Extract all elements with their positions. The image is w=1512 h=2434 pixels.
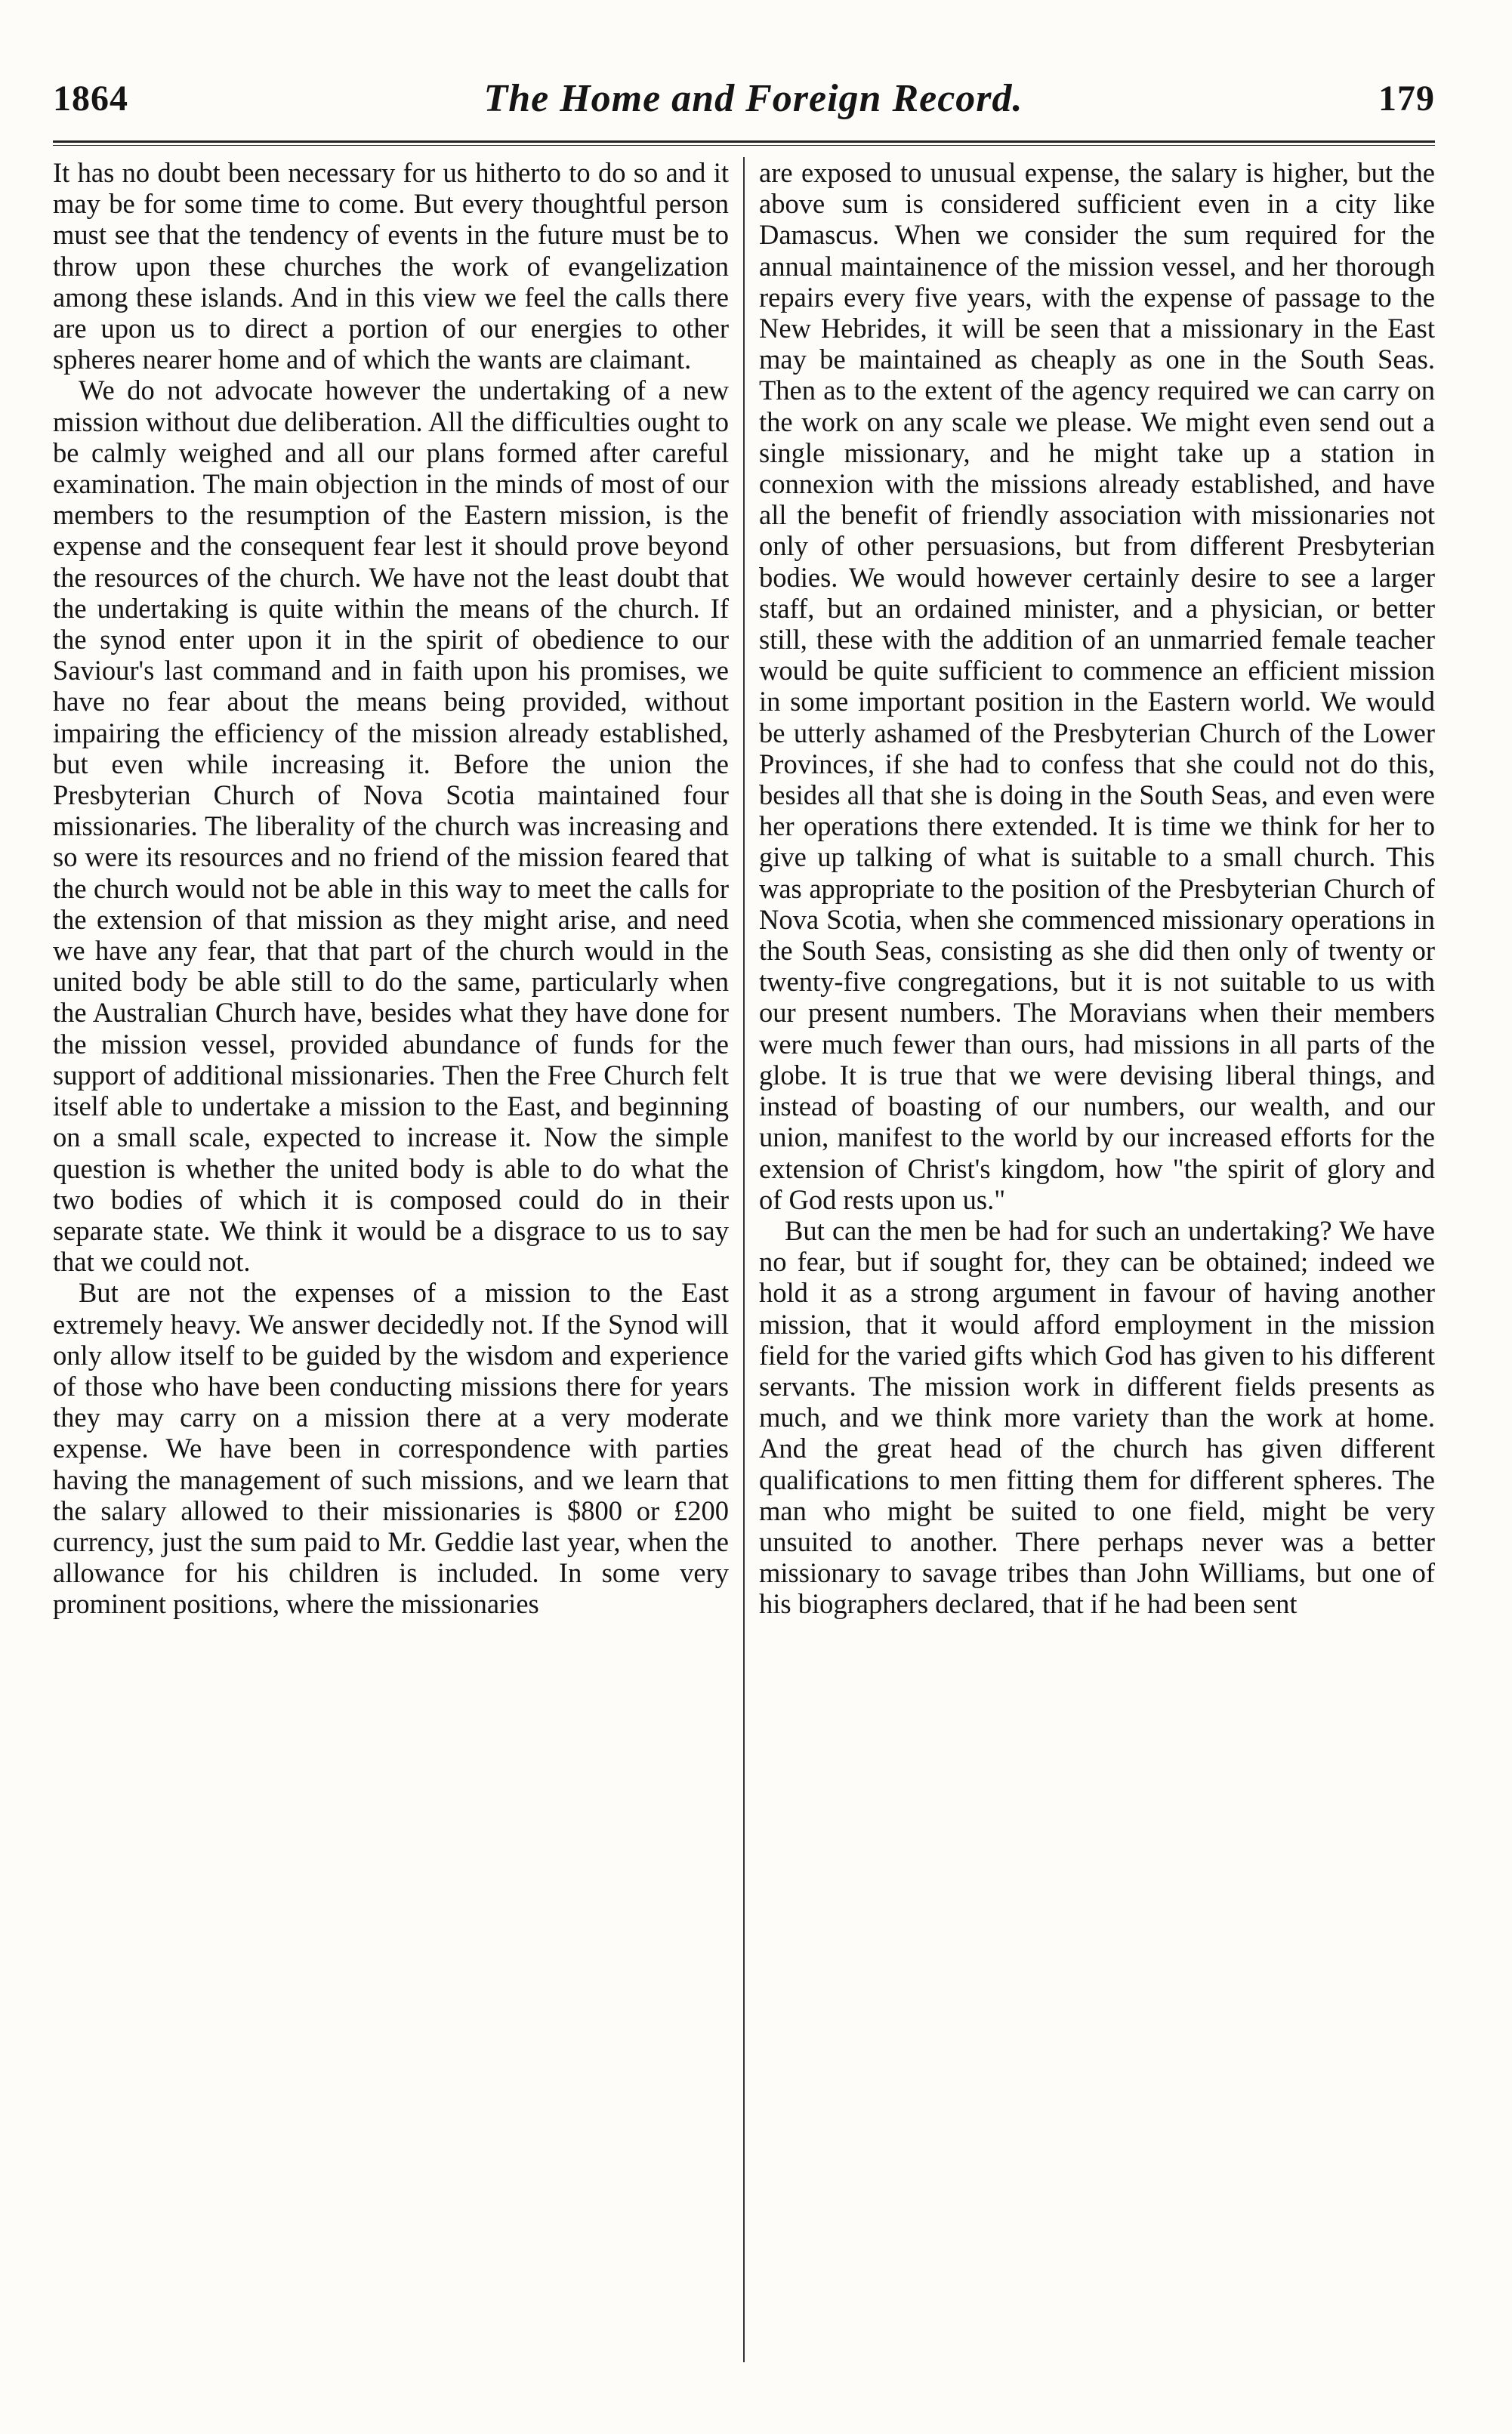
journal-title: The Home and Foreign Record. [483, 76, 1023, 120]
paragraph: We do not advocate however the undertaking of a new mission without due deliberation. All the difficulties ought to be calmly weighed and all our plans formed after careful examination. The main objection in the minds of most of our members to the resumption of the Eastern mission, is the expense and the consequent fear lest it should prove beyond the resources of the church. We have not the least doubt that the undertaking is quite within the means of the church. If the synod enter upon it in the spirit of obedience to our Saviour's last command and in faith upon his promises, we have no fear about the means being provided, without impairing the efficiency of the mission already established, but even while increasing it. Before the union the Presbyterian Church of Nova Scotia maintained four missionaries. The liberality of the church was increasing and so were its resources and no friend of the mission feared that the church would not be able in this way to meet the calls for the extension of that mission as they might arise, and need we have any fear, that that part of the church would in the united body be able still to do the same, particularly when the Australian Church have, besides what they have done for the mission vessel, provided abundance of funds for the support of additional missionaries. Then the Free Church felt itself able to undertake a mission to the East, and beginning on a small scale, expected to increase it. Now the simple question is whether the united body is able to do what the two bodies of which it is composed could do in their separate state. We think it would be a disgrace to us to say that we could not. [53, 375, 729, 1278]
left-column [53, 157, 729, 2362]
page [53, 68, 1435, 2379]
paragraph: It has no doubt been necessary for us hitherto to do so and it may be for some time to come. But every thoughtful person must see that the tendency of events in the future must be to throw upon these churches the work of evangelization among these islands. And in this view we feel the calls there are upon us to direct a portion of our energies to other spheres nearer home and of which the wants are claimant. [53, 157, 729, 375]
header-rule-thin [53, 145, 1435, 146]
column-divider [743, 157, 745, 2362]
right-column [759, 157, 1435, 2362]
paragraph: But are not the expenses of a mission to the East extremely heavy. We answer decidedly not. If the Synod will only allow itself to be guided by the wisdom and experience of those who have been conducting missions there for years they may carry on a mission there at a very moderate expense. We have been in correspondence with parties having the management of such missions, and we learn that the salary allowed to their missionaries is $800 or £200 currency, just the sum paid to Mr. Geddie last year, when the allowance for his children is included. In some very prominent positions, where the missionaries [53, 1277, 729, 1620]
page-number: 179 [1378, 78, 1435, 119]
header-year: 1864 [53, 78, 128, 119]
paragraph: are exposed to unusual expense, the salary is higher, but the above sum is considered sufficient even in a city like Damascus. When we consider the sum required for the annual maintainence of the mission vessel, and her thorough repairs every five years, with the expense of passage to the New Hebrides, it will be seen that a missionary in the East may be maintained as cheaply as one in the South Seas. Then as to the extent of the agency required we can carry on the work on any scale we please. We might even send out a single missionary, and he might take up a station in connexion with the missions already established, and have all the benefit of friendly association with missionaries not only of other persuasions, but from different Presbyterian bodies. We would however certainly desire to see a larger staff, but an ordained minister, and a physician, or better still, these with the addition of an unmarried female teacher would be quite sufficient to commence an efficient mission in some important position in the Eastern world. We would be utterly ashamed of the Presbyterian Church of the Lower Provinces, if she had to confess that she could not do this, besides all that she is doing in the South Seas, and even were her operations there extended. It is time we think for her to give up talking of what is suitable to a small church. This was appropriate to the position of the Presbyterian Church of Nova Scotia, when she commenced missionary operations in the South Seas, consisting as she did then only of twenty or twenty-five congregations, but it is not suitable to us with our present numbers. The Moravians when their members were much fewer than ours, had missions in all parts of the globe. It is true that we were devising liberal things, and instead of boasting of our numbers, our wealth, and our union, manifest to the world by our increased efforts for the extension of Christ's kingdom, how "the spirit of glory and of God rests upon us." [759, 157, 1435, 1215]
paragraph: But can the men be had for such an undertaking? We have no fear, but if sought for, they can be obtained; indeed we hold it as a strong argument in favour of having another mission, that it would afford employment in the mission field for the varied gifts which God has given to his different servants. The mission work in different fields presents as much, and we think more variety than the work at home. And the great head of the church has given different qualifications to men fitting them for different spheres. The man who might be suited to one field, might be very unsuited to another. There perhaps never was a better missionary to savage tribes than John Williams, but one of his biographers declared, that if he had been sent [759, 1214, 1435, 1620]
header-rule [53, 140, 1435, 143]
running-header [53, 68, 1435, 128]
text-columns [53, 157, 1435, 2362]
